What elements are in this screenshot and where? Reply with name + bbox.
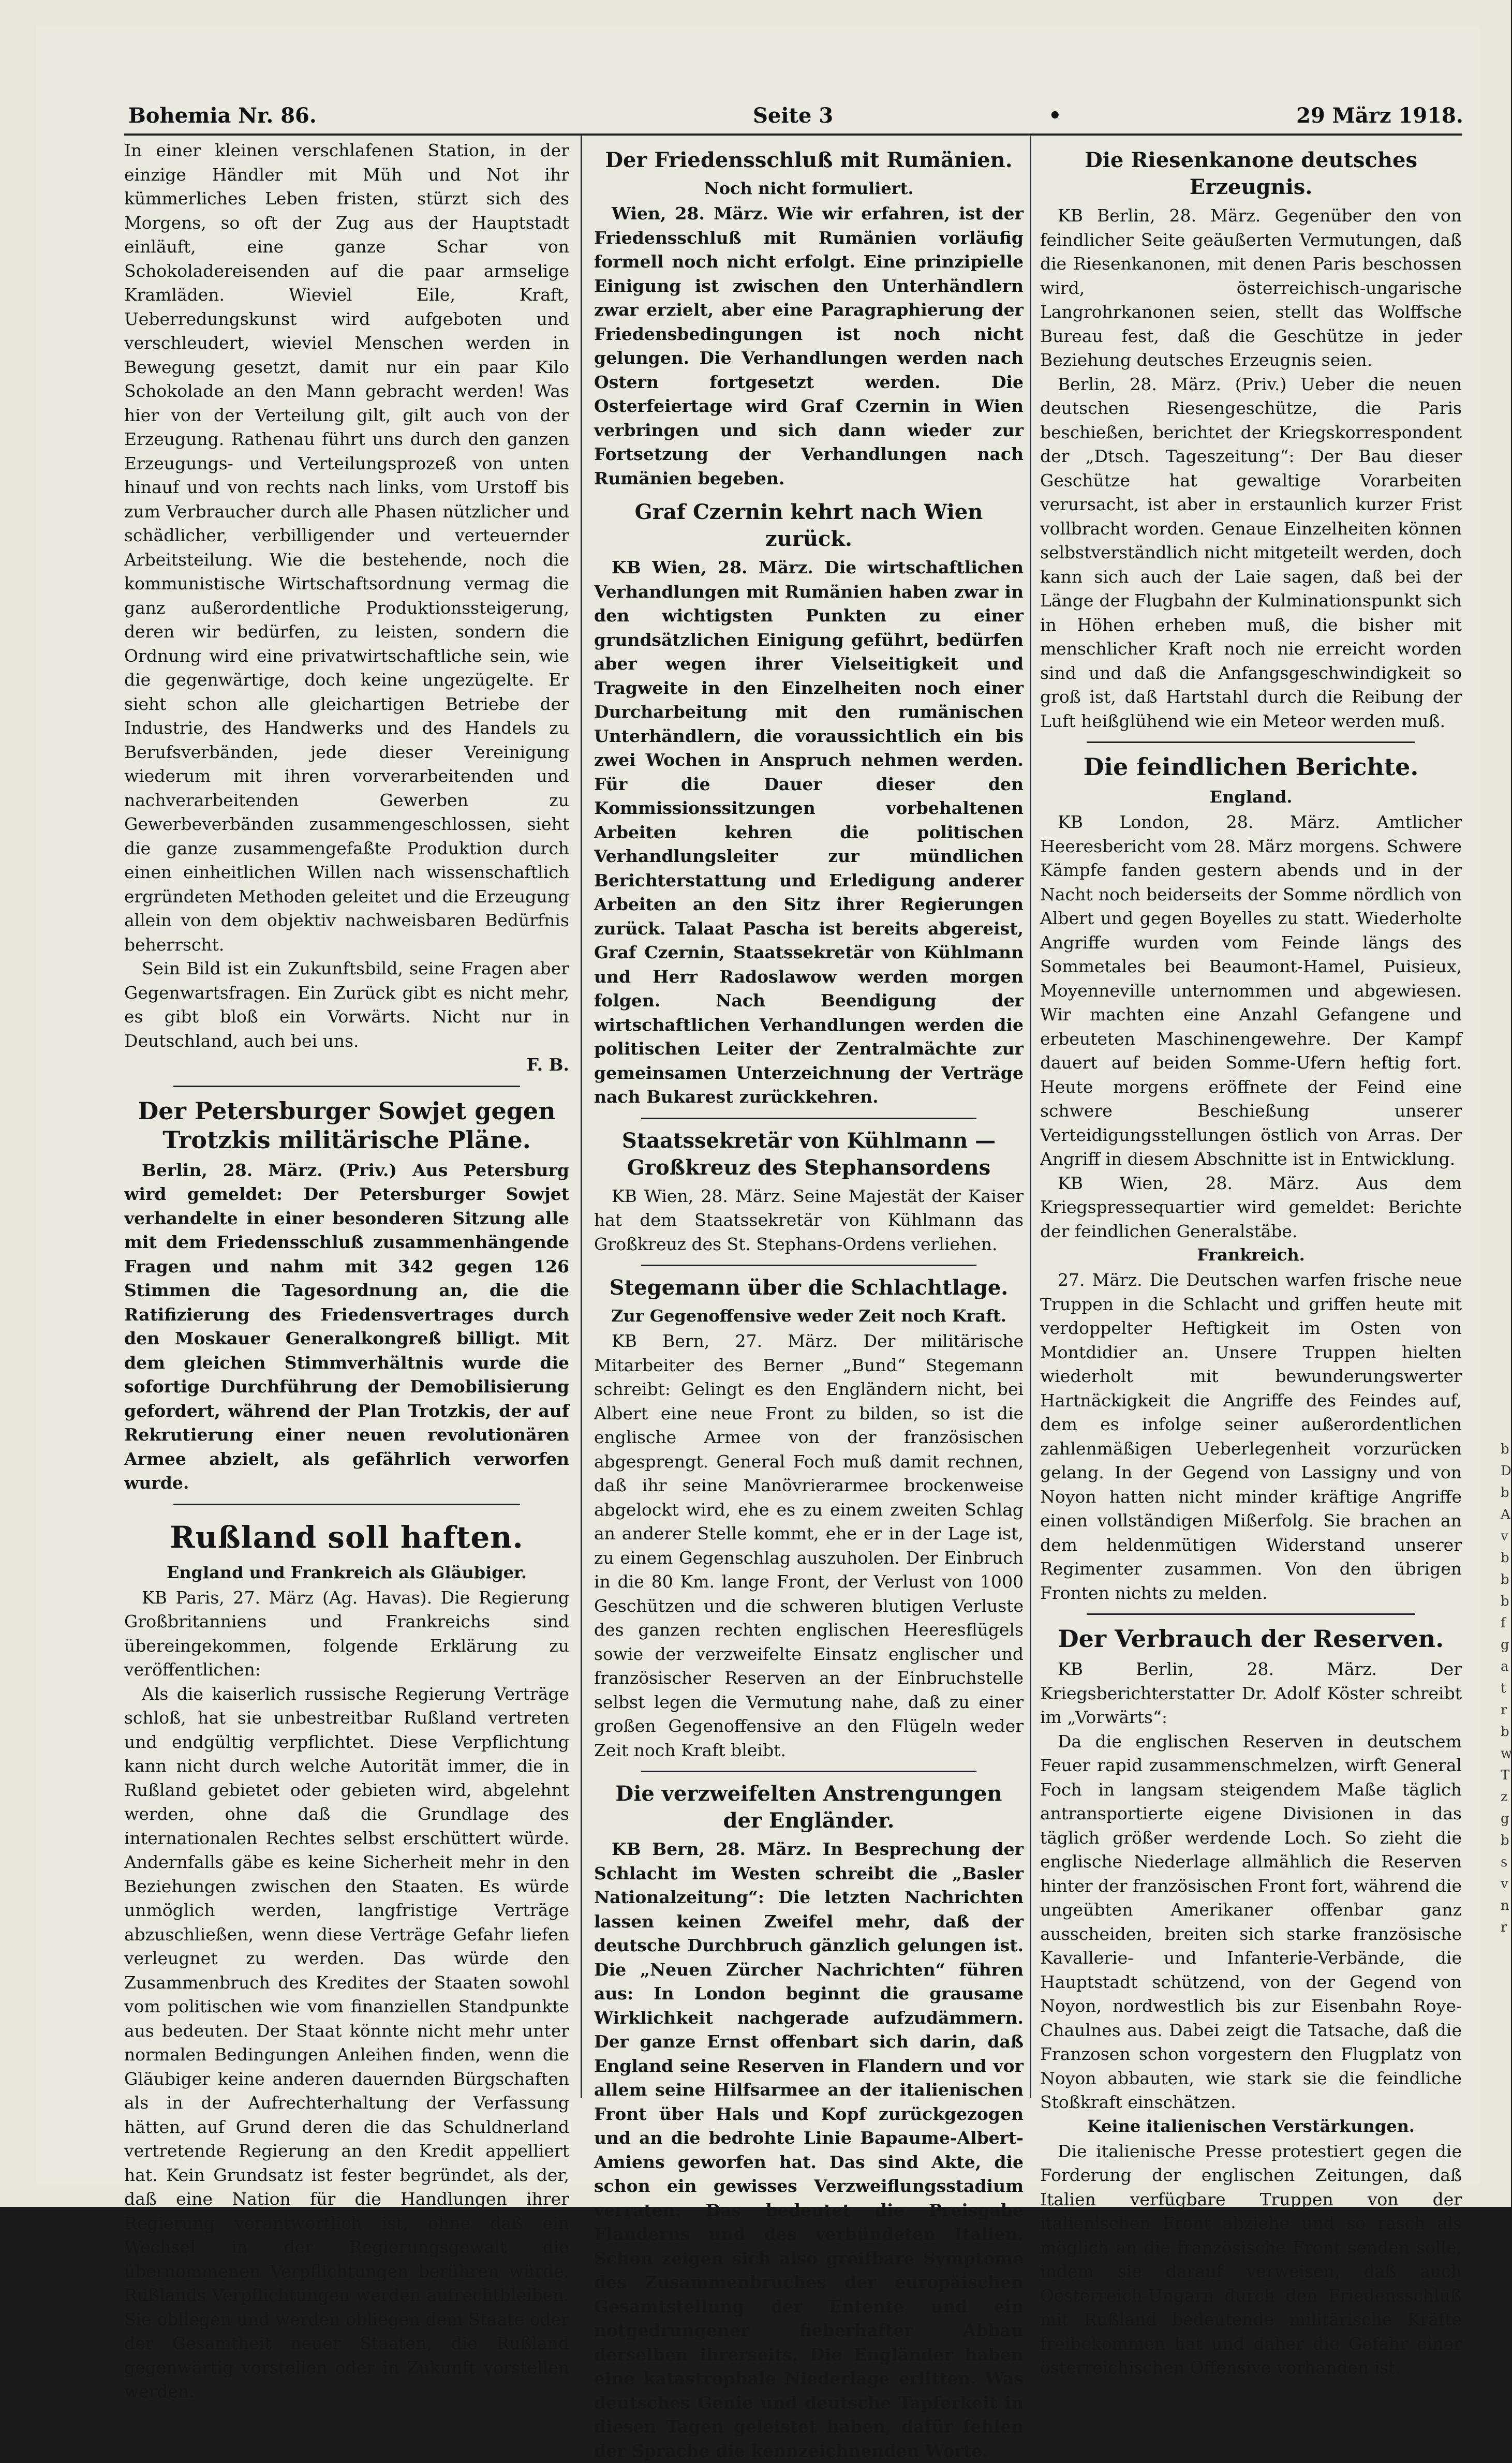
article-body-riesenkanone-1: KB Berlin, 28. März. Gegenüber den von feindlicher Seite geäußerten Vermutungen, daß die Riesenkanonen, mit denen Paris beschossen wird, österreichisch-ungarische Langrohrkanonen seien, stellt das Wolffsche Bureau fest, daß die Geschütze in jeder Beziehung deutsches Erzeugnis seien. (1040, 205, 1462, 370)
margin-fragment: g (1501, 1811, 1509, 1827)
article-body-kuehlmann: KB Wien, 28. März. Seine Majestät der Kaiser hat dem Staatssekretär von Kühlmann das Großkreuz des St. Stephans-Ordens verliehen. (594, 1185, 1024, 1254)
margin-fragment: v (1501, 1876, 1508, 1892)
article-separator (641, 1118, 976, 1119)
margin-fragment: b (1501, 1724, 1509, 1740)
page-number: Seite 3 (753, 103, 834, 128)
article-body-london: KB London, 28. März. Amtlicher Heeresbericht vom 28. März morgens. Schwere Kämpfe fanden gestern abends und in der Nacht noch beiderseits der Somme nördlich von Albert und gegen Boyelles zu statt. Wiederholte Angriffe wurden vom Feinde längs des Sommetales bei Beaumont-Hamel, Puisieux, Moyenneville unternommen und abgewiesen. Wir machten eine Anzahl Gefangene und erbeuteten Maschinengewehre. Der Kampf dauert auf beiden Somme-Ufern heftig fort. Heute morgens eröffnete der Feind eine schwere Beschießung unserer Verteidigungsstellungen östlich von Arras. Der Angriff in diesem Abschnitte ist in Entwicklung. (1040, 812, 1462, 1169)
margin-fragment: b (1501, 1550, 1509, 1566)
author-initials: F. B. (526, 1055, 569, 1075)
article-body-kriegspressequartier: KB Wien, 28. März. Aus dem Kriegspressequartier wird gemeldet: Berichte der feindlichen Generalstäbe. (1040, 1173, 1462, 1241)
column-1 (124, 139, 569, 2401)
headline-riesenkanone: Die Riesenkanone deutsches Erzeugnis. (1085, 148, 1417, 199)
margin-fragment: w (1501, 1746, 1512, 1761)
article-body-basler: KB Bern, 28. März. In Besprechung der Schlacht im Westen schreibt die „Basler Nationalzeitung“: Die letzten Nachrichten lassen keinen Zweifel mehr, daß der deutsche Durchbruch gänzlich gelungen ist. Die „Neuen Zürcher Nachrichten“ führen aus: In London beginnt die grausame Wirklichkeit nachgerade aufzudämmern. Der ganze Ernst offenbart sich darin, daß England seine Reserven in Flandern und vor allem seine Hilfsarmee an der italienischen Front über Hals und Kopf zurückgezogen und an die bedrohte Linie Bapaume-Albert-Amiens geworfen hat. Das sind Akte, die schon ein gewisses Verzweiflungsstadium verraten. Das bedeutet die Preisgabe Flanderns und des verbündeten Italien. Schon zeigen sich also greifbare Symptome des Zusammenbruches der europäischen Gesamtstellung der Entente und ein notgedrungener fieberhafter Abbau derselben ihrerseits. Die Engländer haben eine katastrophale Niederlage erlitten. Was deutsches Genie und deutsche Tapferkeit in diesen Tagen geleistet haben, dafür fehlen der Sprache die kennzeichnenden Worte. (594, 1839, 1024, 2461)
article-body-wien-rumaenien: Wien, 28. März. Wie wir erfahren, ist der Friedensschluß mit Rumänien vorläufig formell noch nicht erfolgt. Eine prinzipielle Einigung ist zwischen den Unterhändlern zwar erzielt, aber eine Paragraphierung der Friedensbedingungen ist noch nicht gelungen. Die Verhandlungen werden nach Ostern fortgesetzt werden. Die Osterfeiertage wird Graf Czernin in Wien verbringen und sich dann wieder zur Fortsetzung der Verhandlungen nach Rumänien begeben. (594, 203, 1024, 488)
margin-fragment: n (1501, 1898, 1509, 1913)
column-3 (1040, 139, 1462, 2378)
margin-fragment: f (1501, 1615, 1506, 1631)
column-divider (1030, 136, 1031, 2098)
headline-russland-haften: Rußland soll haften. (170, 1519, 524, 1555)
margin-fragment: r (1501, 1920, 1507, 1935)
margin-fragment: D (1501, 1463, 1511, 1479)
article-body-czernin: KB Wien, 28. März. Die wirtschaftlichen Verhandlungen mit Rumänien haben zwar in den wichtigsten Punkten zu einer grundsätzlichen Einigung geführt, bedürfen aber wegen ihrer Vielseitigkeit und Tragweite in den Einzelheiten noch einer Durcharbeitung mit den rumänischen Unterhändlern, die voraussichtlich ein bis zwei Wochen in Anspruch nehmen werden. Für die Dauer dieser den Kommissionssitzungen vorbehaltenen Arbeiten kehren die politischen Verhandlungsleiter zur mündlichen Berichterstattung und Erledigung anderer Arbeiten an den Sitz ihrer Regierungen zurück. Talaat Pascha ist bereits abgereist, Graf Czernin, Staatssekretär von Kühlmann und Herr Radoslawow werden morgen folgen. Nach Beendigung der wirtschaftlichen Verhandlungen werden die politischen Leiter der Zentralmächte zur gemeinsamen Unterzeichnung der Verträge nach Bukarest zurückkehren. (594, 557, 1024, 1107)
article-body-koester: Da die englischen Reserven in deutschem Feuer rapid zusammenschmelzen, wirft General Foch in langsam steigendem Maße täglich antransportierte eigene Divisionen in das täglich größer werdende Loch. So zieht die englische Niederlage allmählich die Reserven hinter der französischen Front fort, während die ungeübten Amerikaner offenbar ganz ausscheiden, breiten sich starke französische Kavallerie- und Infanterie-Verbände, die Hauptstadt schützend, von der Gegend von Noyon, nordwestlich bis zur Eisenbahn Roye-Chaulnes aus. Dabei zeigt die Tatsache, daß die Franzosen schon vorgestern den Flugplatz von Noyon abbauten, wie stark sie die feindliche Stoßkraft einschätzen. (1040, 1731, 1462, 2112)
headline-czernin-wien: Graf Czernin kehrt nach Wien zurück. (634, 500, 983, 551)
article-separator (173, 1504, 521, 1505)
margin-fragment: A (1501, 1507, 1510, 1522)
margin-fragment: g (1501, 1637, 1509, 1653)
margin-fragment: z (1501, 1789, 1508, 1805)
margin-fragment: r (1501, 1702, 1507, 1718)
margin-fragment: T (1501, 1768, 1510, 1783)
article-body-paris-declaration: Als die kaiserlich russische Regierung Verträge schloß, hat sie unbestreitbar Rußland vertreten und endgültig verpflichtet. Diese Verpflichtung kann nicht durch welche Autorität immer, die in Rußland gebietet oder gebieten wird, abgelehnt werden, ohne daß die Grundlage des internationalen Rechtes selbst erschüttert würde. Andernfalls gäbe es keine Sicherheit mehr in den Beziehungen zwischen den Staaten. Es würde unmöglich werden, langfristige Verträge abzuschließen, wenn diese Verträge Gefahr liefen verleugnet zu werden. Das würde den Zusammenbruch des Kredites der Staaten sowohl vom politischen wie vom finanziellen Standpunkte aus bedeuten. Der Staat könnte nicht mehr unter normalen Bedingungen Anleihen finden, wenn die Gläubiger keine anderen dauernden Bürgschaften als in der Aufrechterhaltung der Verfassung hätten, auf Grund deren die das Schuldnerland vertretende Regierung an den Kredit appelliert hat. Kein Grundsatz ist fester begründet, als der, daß eine Nation für die Handlungen ihrer Regierung verantwortlich ist, ohne daß ein Wechsel in der Regierungsgewalt die übernommenen Verpflichtungen berühren würde. Rußlands Verpflichtungen werden aufrechtbleiben. Sie obliegen und werden obliegen dem Staate oder der Gesamtheit neuer Staaten, die Rußland gegenwärtig vorstellen oder in Zukunft vorstellen werden. (124, 1683, 569, 2401)
column-2 (594, 139, 1024, 2461)
margin-fragment: s (1501, 1854, 1508, 1870)
article-body-paris-intro: KB Paris, 27. März (Ag. Havas). Die Regierung Großbritanniens und Frankreichs sind übereingekommen, folgende Erklärung zu veröffentlichen: (124, 1587, 569, 1680)
headline-frieden-rumaenien: Der Friedensschluß mit Rumänien. (605, 148, 1013, 172)
margin-fragment: b (1501, 1833, 1509, 1848)
headline-verzweifelte-anstrengungen: Die verzweifelten Anstrengungen der Engländer. (615, 1782, 1002, 1833)
subheadline-glaeubiger: England und Frankreich als Gläubiger. (166, 1562, 527, 1582)
column-divider (581, 136, 582, 2098)
margin-fragment: b (1501, 1594, 1509, 1609)
subheadline-nicht-formuliert: Noch nicht formuliert. (704, 179, 914, 198)
section-frankreich: Frankreich. (1197, 1245, 1305, 1265)
article-body-koester-intro: KB Berlin, 28. März. Der Kriegsberichterstatter Dr. Adolf Köster schreibt im „Vorwärts“: (1040, 1659, 1462, 1727)
adjacent-page-fragments (1501, 1438, 1511, 1956)
subheadline-italien: Keine italienischen Verstärkungen. (1087, 2116, 1415, 2136)
article-separator (641, 1265, 976, 1266)
headline-feindliche-berichte: Die feindlichen Berichte. (1083, 753, 1419, 781)
margin-fragment: b (1501, 1485, 1509, 1501)
margin-fragment: a (1501, 1659, 1509, 1674)
masthead-issue: Bohemia Nr. 86. (128, 103, 317, 128)
header-dot: • (1048, 103, 1062, 128)
article-separator (641, 1771, 976, 1772)
article-body-petersburg: Berlin, 28. März. (Priv.) Aus Petersburg wird gemeldet: Der Petersburger Sowjet verhandelte in einer besonderen Sitzung alle mit dem Friedensschluß zusammenhängende Fragen und nahm mit 342 gegen 126 Stimmen die Tagesordnung an, die die Ratifizierung des Friedensvertrages durch den Moskauer Generalkongreß billigt. Mit dem gleichen Stimmverhältnis wurde die sofortige Durchführung der Demobilisierung gefordert, während der Plan Trotzkis, der auf Rekrutierung einer neuen revolutionären Armee abzielt, als gefährlich verworfen wurde. (124, 1160, 569, 1493)
article-continuation: In einer kleinen verschlafenen Station, in der einzige Händler mit Müh und Not ihr kümmerliches Leben fristen, stürzt sich des Morgens, so oft der Zug aus der Hauptstadt einläuft, eine ganze Schar von Schokoladereisenden auf die paar armselige Kramläden. Wieviel Eile, Kraft, Ueberredungskunst wird aufgeboten und verschleudert, wieviel Menschen werden in Bewegung gesetzt, damit nur ein paar Kilo Schokolade an den Mann gebracht werden! Was hier von der Verteilung gilt, gilt auch von der Erzeugung. Rathenau führt uns durch den ganzen Erzeugungs- und Verteilungsprozeß von unten hinauf und von rechts nach links, vom Urstoff bis zum Verbraucher durch alle Phasen nützlicher und schädlicher, verbilligender und verteuernder Arbeitsteilung. Wie die bestehende, noch die kommunistische Wirtschaftsordnung vermag die ganz außerordentliche Produktionssteigerung, deren wir bedürfen, zu leisten, sondern die Ordnung wird eine privatwirtschaftliche sein, wie die gegenwärtige, doch keine ungezügelte. Er sieht schon alle gleichartigen Betriebe der Industrie, des Handwerks und des Handels zu Berufsverbänden, jede dieser Vereinigung wiederum mit ihren vorverarbeitenden und nachverarbeitenden Gewerben zu Gewerbeverbänden zusammengeschlossen, sieht die ganze zusammengefaßte Produktion durch einen einheitlichen Willen nach wissenschaftlich ergründeten Methoden geleitet und die Erzeugung allein von dem objektiv nachweisbaren Bedürfnis beherrscht. (124, 140, 569, 955)
article-separator (1087, 741, 1416, 743)
issue-date: 29 März 1918. (1296, 103, 1463, 128)
article-body-riesenkanone-2: Berlin, 28. März. (Priv.) Ueber die neuen deutschen Riesengeschütze, die Paris beschießen, berichtet der Kriegskorrespondent der „Dtsch. Tageszeitung“: Der Bau dieser Geschütze hat gewaltige Vorarbeiten verursacht, ist aber in erstaunlich kurzer Frist vollbracht worden. Genaue Einzelheiten können selbstverständlich nicht mitgeteilt werden, doch kann sich auch der Laie sagen, daß bei der Länge der Flugbahn der Kulminationspunkt sich in Höhen erheben muß, die bisher mit menschlicher Kraft noch nie erreicht worden sind und daß die Anfangsgeschwindigkeit so groß ist, daß Hartstahl durch die Reibung der Luft heißglühend wie ein Meteor werden muß. (1040, 374, 1462, 731)
margin-fragment: v (1501, 1529, 1508, 1544)
article-separator (1087, 1613, 1416, 1615)
section-england: England. (1209, 787, 1293, 807)
article-continuation-closing: Sein Bild ist ein Zukunftsbild, seine Fragen aber Gegenwartsfragen. Ein Zurück gibt es nicht mehr, es gibt bloß ein Vorwärts. Nicht nur in Deutschland, auch bei uns. (124, 958, 569, 1051)
margin-fragment: b (1501, 1572, 1509, 1587)
header-rule (124, 133, 1462, 136)
margin-fragment: b (1501, 1442, 1509, 1457)
headline-stegemann: Stegemann über die Schlachtlage. (609, 1275, 1009, 1300)
article-body-italien: Die italienische Presse protestiert gegen die Forderung der englischen Zeitungen, daß Italien verfügbare Truppen von der italienischen Front abziehe und so rasch als möglich an die französische Front senden solle, indem sie darauf verweisen, daß auch Oesterreich-Ungarn durch den Friedensschluß mit Rußland bedeutende militärische Kräfte freibekommen hat und daher die Gefahr einer österreichischen Offensive vorhanden ist. (1040, 2141, 1462, 2378)
headline-verbrauch-reserven: Der Verbrauch der Reserven. (1058, 1625, 1444, 1653)
article-separator (173, 1086, 521, 1087)
headline-petersburg-sowjet: Der Petersburger Sowjet gegen Trotzkis militärische Pläne. (138, 1096, 556, 1154)
article-body-frankreich: 27. März. Die Deutschen warfen frische neue Truppen in die Schlacht und griffen heute mit verdoppelter Heftigkeit im Osten von Montdidier an. Unsere Truppen hielten wiederholt mit bewunderungswerter Hartnäckigkeit die Angriffe des Feindes auf, dem es infolge seiner außerordentlichen zahlenmäßigen Ueberlegenheit vorzurücken gelang. In der Gegend von Lassigny und von Noyon hatten nicht minder kräftige Angriffe einen vollständigen Mißerfolg. Sie brachen an dem heldenmütigen Widerstand unserer Regimenter zusammen. Von den übrigen Fronten nichts zu melden. (1040, 1270, 1462, 1603)
margin-fragment: t (1501, 1681, 1506, 1696)
article-body-stegemann: KB Bern, 27. März. Der militärische Mitarbeiter des Berner „Bund“ Stegemann schreibt: Gelingt es den Engländern nicht, bei Albert eine neue Front zu bilden, so ist die englische Armee von der französischen abgesprengt. General Foch muß damit rechnen, daß ihr seine Manövrierarmee brockenweise abgelockt wird, ehe es zu einem zweiten Schlag an anderer Stelle kommt, ehe er in der Lage ist, zu einem Gegenschlag auszuholen. Der Einbruch in die 80 Km. lange Front, der Verlust von 1000 Geschützen und die schweren blutigen Verluste des ganzen rechten englischen Heeresflügels sowie der verzweifelte Einsatz englischer und französischer Reserven an der Einbruchstelle selbst legen die Vermutung nahe, daß zu einer großen Gegenoffensive an den Flügeln weder Zeit noch Kraft bleibt. (594, 1331, 1024, 1760)
subheadline-gegenoffensive: Zur Gegenoffensive weder Zeit noch Kraft. (611, 1306, 1006, 1326)
headline-kuehlmann: Staatssekretär von Kühlmann — Großkreuz des Stephansordens (621, 1128, 996, 1180)
